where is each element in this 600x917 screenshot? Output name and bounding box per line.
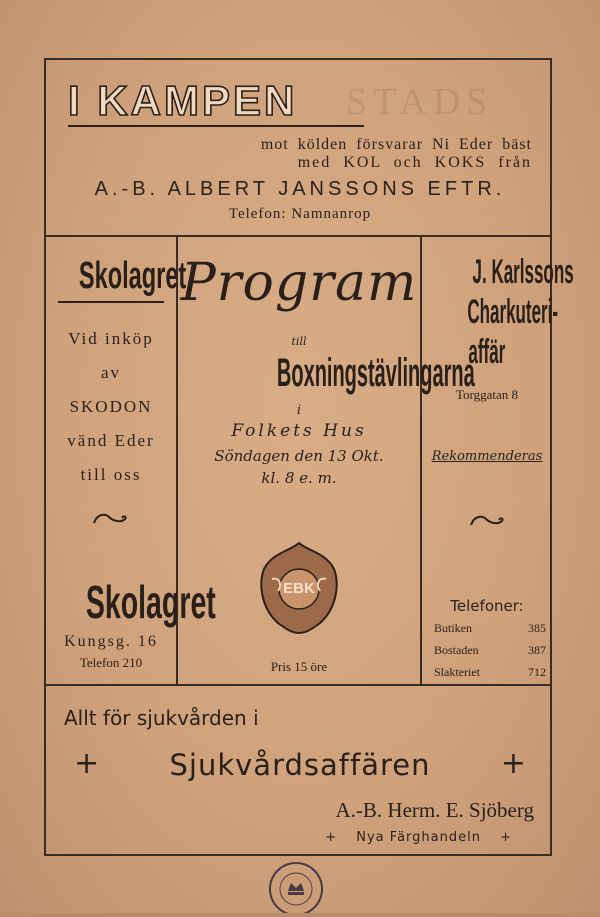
- plus-small-right: +: [500, 830, 512, 845]
- program-date: Söndagen den 13 Okt.: [214, 447, 384, 465]
- program-title: Program: [180, 253, 418, 313]
- show-through-background: STADS: [346, 81, 494, 123]
- left-title-underline: [58, 301, 164, 303]
- left-ad-line-4: vänd Eder: [67, 431, 155, 450]
- headline-i-kampen: I KAMPEN: [68, 77, 298, 124]
- library-stamp: [264, 857, 328, 913]
- bottom-ad-sub-row: [325, 830, 512, 845]
- program-venue: Folkets Hus: [231, 421, 367, 441]
- bottom-ad-line1: Allt för sjukvården i: [64, 706, 259, 730]
- phone-label: Butiken: [434, 621, 472, 635]
- left-ad-line-5: till oss: [80, 465, 142, 484]
- right-ad-recommend: Rekommenderas: [431, 449, 543, 464]
- divider-bottom: [46, 684, 550, 686]
- top-ad-line2: med KOL och KOKS från: [297, 154, 532, 171]
- left-ad-skolagret: [46, 237, 216, 684]
- right-ad-phones-title: Telefoner:: [450, 597, 524, 615]
- emblem-text: EBK: [283, 580, 315, 597]
- program-i: i: [296, 403, 302, 418]
- phone-number: 712: [528, 665, 546, 679]
- bottom-ad-sub: Nya Färghandeln: [356, 830, 481, 845]
- top-ad-company: A.-B. ALBERT JANSSONS EFTR.: [94, 178, 506, 200]
- left-ad-line-3: SKODON: [69, 397, 153, 416]
- library-stamp-icon: [264, 857, 328, 913]
- bottom-ad-store: Sjukvårdsaffären: [169, 748, 431, 782]
- right-ad-name-line1: J. Karlssons: [472, 253, 574, 291]
- plus-left: +: [74, 746, 100, 781]
- left-ad-title: Skolagret: [78, 255, 187, 297]
- phone-row: [434, 665, 546, 680]
- phone-label: Slakteriet: [434, 665, 480, 679]
- phone-row: [434, 621, 546, 636]
- plus-small-left: +: [325, 830, 338, 845]
- phone-row: [434, 643, 546, 658]
- left-ad-line-2: av: [100, 363, 122, 382]
- left-ad-line-1: Vid inköp: [68, 329, 154, 348]
- ebk-emblem: [258, 539, 340, 635]
- program-till: till: [291, 335, 307, 348]
- top-ad-line1: mot kölden försvarar Ni Eder bäst: [260, 136, 532, 153]
- left-ad-phone: Telefon 210: [79, 655, 143, 670]
- phone-label: Bostaden: [434, 643, 479, 657]
- right-ad-karlssons: [422, 237, 574, 684]
- right-ad-address: Torggatan 8: [455, 387, 519, 402]
- top-ad-phone: Telefon: Namnanrop: [228, 206, 372, 222]
- left-ad-brand: Skolagret: [85, 576, 216, 628]
- plus-right: +: [500, 746, 526, 781]
- left-ad-address: Kungsg. 16: [64, 633, 158, 650]
- flourish-ornament-icon: [468, 513, 508, 529]
- flourish-ornament-icon: [91, 511, 131, 527]
- right-ad-name-line3: affär: [468, 333, 506, 371]
- program-event: Boxningstävlingarna: [276, 351, 475, 395]
- program-time: kl. 8 e. m.: [261, 469, 337, 487]
- phone-number: 385: [528, 621, 546, 635]
- right-ad-name-line2: Charkuteri-: [467, 293, 559, 331]
- headline-underline: [68, 125, 364, 127]
- advertisement-frame: [44, 58, 574, 856]
- phone-number: 387: [528, 643, 546, 657]
- program-price: Pris 15 öre: [270, 659, 328, 674]
- bottom-ad-store-row: [74, 748, 526, 784]
- bottom-ad-company: A.-B. Herm. E. Sjöberg: [335, 798, 534, 822]
